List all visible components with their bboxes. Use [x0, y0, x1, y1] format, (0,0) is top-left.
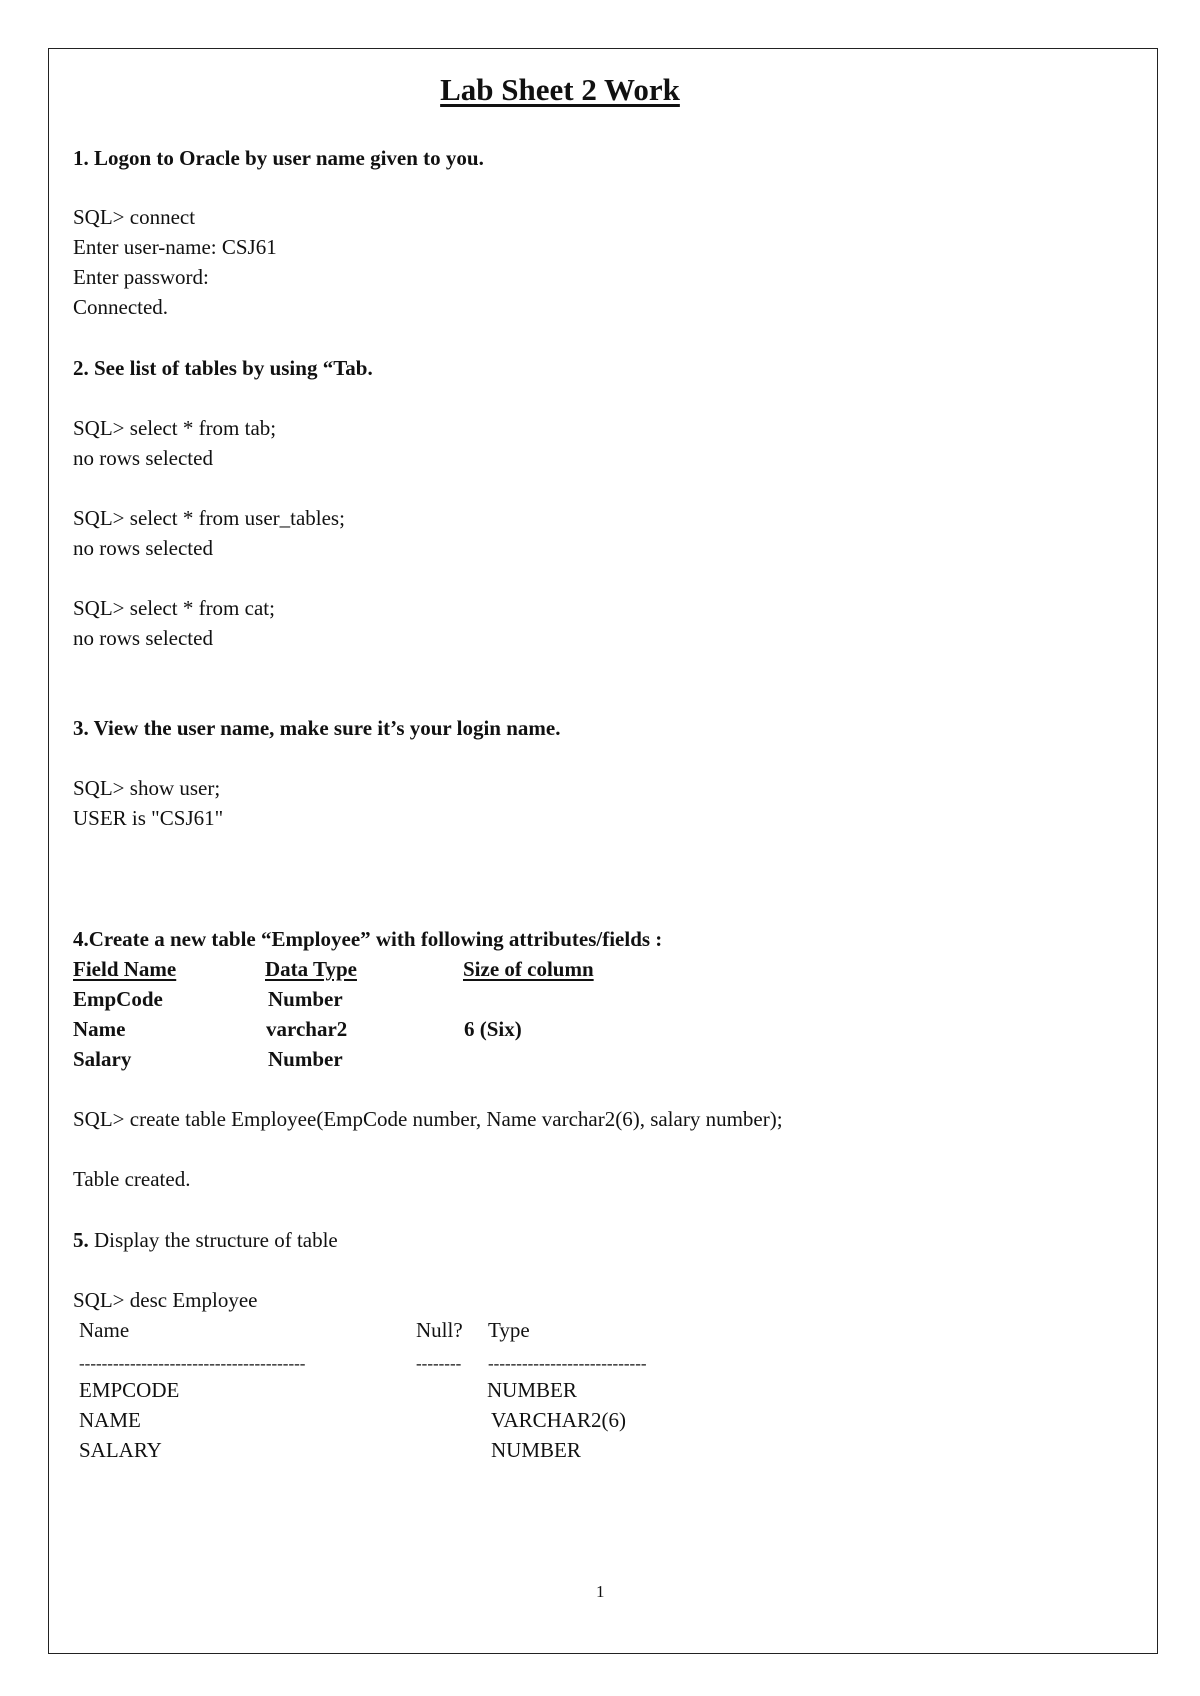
question-1-heading: 1. Logon to Oracle by user name given to you.	[73, 146, 484, 170]
q2-line: SQL> select * from tab;	[73, 416, 277, 440]
q1-line: SQL> connect	[73, 205, 196, 229]
q1-line: Enter password:	[73, 265, 209, 289]
page-title: Lab Sheet 2 Work	[440, 72, 680, 107]
question-3-heading: 3. View the user name, make sure it’s your login name.	[73, 716, 561, 740]
q2-line: no rows selected	[73, 536, 213, 560]
question-2-heading: 2. See list of tables by using “Tab.	[73, 356, 373, 380]
q2-line: no rows selected	[73, 446, 213, 470]
describe-separator: --------	[416, 1354, 462, 1373]
describe-separator: ----------------------------	[488, 1354, 647, 1373]
q1-line: Enter user-name: CSJ61	[73, 235, 277, 259]
describe-row-type: VARCHAR2(6)	[491, 1408, 626, 1432]
describe-row-name: NAME	[79, 1408, 141, 1432]
describe-row-name: EMPCODE	[79, 1378, 180, 1402]
question-4-heading: 4.Create a new table “Employee” with following attributes/fields :	[73, 927, 663, 951]
field-table-cell: Name	[73, 1017, 126, 1041]
q2-line: SQL> select * from cat;	[73, 596, 275, 620]
question-5-heading	[73, 1225, 338, 1255]
q1-line: Connected.	[73, 295, 169, 319]
question-5-number: 5.	[73, 1228, 89, 1252]
field-table-header-field-name: Field Name	[73, 957, 177, 981]
field-table-cell: EmpCode	[73, 987, 163, 1011]
page-number: 1	[596, 1582, 605, 1601]
q4-command: SQL> create table Employee(EmpCode number, Name varchar2(6), salary number);	[73, 1107, 783, 1131]
q3-line: USER is "CSJ61"	[73, 806, 224, 830]
field-table-cell: Number	[268, 987, 343, 1011]
field-table-cell: 6 (Six)	[464, 1017, 522, 1041]
describe-header-name: Name	[79, 1318, 130, 1342]
q3-line: SQL> show user;	[73, 776, 221, 800]
q5-command: SQL> desc Employee	[73, 1288, 258, 1312]
describe-row-type: NUMBER	[487, 1378, 577, 1402]
field-table-cell: Number	[268, 1047, 343, 1071]
question-5-text: Display the structure of table	[88, 1228, 338, 1252]
q2-line: no rows selected	[73, 626, 213, 650]
describe-separator: ----------------------------------------	[79, 1354, 306, 1373]
describe-header-null: Null?	[416, 1318, 463, 1342]
field-table-cell: varchar2	[266, 1017, 348, 1041]
q4-result: Table created.	[73, 1167, 191, 1191]
field-table-header-data-type: Data Type	[265, 957, 357, 981]
field-table-cell: Salary	[73, 1047, 132, 1071]
field-table-header-size: Size of column	[463, 957, 594, 981]
describe-row-name: SALARY	[79, 1438, 162, 1462]
describe-header-type: Type	[488, 1318, 530, 1342]
q2-line: SQL> select * from user_tables;	[73, 506, 345, 530]
describe-row-type: NUMBER	[491, 1438, 581, 1462]
